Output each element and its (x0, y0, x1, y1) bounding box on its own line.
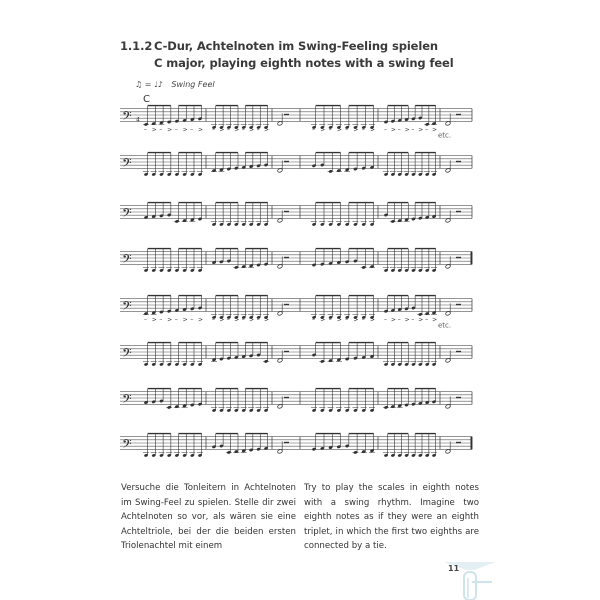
svg-text:–: – (345, 316, 349, 324)
svg-text:>: > (167, 126, 173, 134)
svg-text:>: > (198, 126, 204, 134)
svg-text:–: – (159, 126, 163, 134)
svg-text:>: > (234, 126, 240, 134)
svg-text:>: > (234, 316, 240, 324)
svg-text:–: – (144, 316, 147, 324)
svg-text:>: > (320, 126, 326, 134)
svg-text:–: – (241, 126, 245, 134)
svg-text:>: > (390, 316, 396, 324)
svg-text:–: – (411, 126, 415, 134)
svg-text:>: > (418, 126, 424, 134)
svg-text:>: > (264, 126, 270, 134)
svg-text:>: > (418, 316, 424, 324)
svg-text:>: > (198, 316, 204, 324)
half-rest (456, 161, 461, 162)
svg-text:–: – (174, 316, 178, 324)
section-number: 1.1.2 (120, 39, 153, 53)
staff (120, 249, 472, 273)
svg-text:–: – (345, 126, 349, 134)
page-number: 11 (448, 564, 460, 573)
svg-text:–: – (328, 126, 332, 134)
half-rest (284, 114, 289, 115)
svg-text:>: > (404, 316, 410, 324)
bass-clef-icon: 𝄢 (122, 298, 132, 317)
half-rest (284, 161, 289, 162)
svg-text:>: > (432, 316, 438, 324)
svg-text:>: > (336, 316, 342, 324)
staff (120, 434, 472, 458)
staff (120, 106, 472, 140)
bass-clef-icon: 𝄢 (122, 205, 132, 224)
svg-text:–: – (256, 126, 260, 134)
svg-text:–: – (256, 316, 260, 324)
svg-text:–: – (312, 126, 315, 134)
half-rest (284, 397, 289, 398)
svg-text:>: > (404, 126, 410, 134)
swing-rhythm-icon: ♫ = ♩♪ (135, 80, 163, 89)
half-rest (456, 304, 461, 305)
swing-feel-label: Swing Feel (171, 80, 215, 89)
svg-text:>: > (249, 126, 255, 134)
svg-text:–: – (144, 126, 147, 134)
svg-text:>: > (320, 316, 326, 324)
svg-text:–: – (312, 316, 315, 324)
svg-text:–: – (425, 126, 429, 134)
staff (120, 343, 472, 367)
svg-text:–: – (159, 316, 163, 324)
svg-text:>: > (370, 126, 376, 134)
text-column-english: Try to play the scales in eighth notes with a swing rhythm. Imagine two eighth notes as if they were an eighth triplet, in which the first two eighths are connected by a tie. (304, 483, 479, 552)
svg-text:–: – (226, 316, 230, 324)
svg-text:–: – (226, 126, 230, 134)
svg-text:–: – (212, 316, 215, 324)
svg-text:–: – (411, 316, 415, 324)
svg-text:>: > (370, 316, 376, 324)
svg-text:>: > (219, 316, 225, 324)
bass-clef-icon: 𝄢 (122, 436, 132, 455)
svg-text:>: > (182, 126, 188, 134)
svg-text:–: – (241, 316, 245, 324)
svg-text:>: > (219, 126, 225, 134)
time-signature: 4 (136, 116, 140, 124)
staff (120, 203, 472, 227)
svg-text:–: – (190, 316, 194, 324)
svg-text:–: – (361, 126, 365, 134)
half-rest (284, 351, 289, 352)
half-rest (284, 257, 289, 258)
half-rest (284, 304, 289, 305)
svg-text:>: > (249, 316, 255, 324)
bass-clef-icon: 𝄢 (122, 345, 132, 364)
text-column-german: Versuche die Tonleitern in Achtelnoten im Swing-Feel zu spielen. Stelle dir zwei Achtelnoten so vor, als wären sie eine Achteltriole, bei der die beiden ersten Triolenachtel mit einem (121, 483, 296, 552)
bass-clef-icon: 𝄢 (122, 251, 132, 270)
half-rest (284, 211, 289, 212)
staff (120, 153, 472, 177)
svg-text:>: > (432, 126, 438, 134)
svg-text:–: – (190, 126, 194, 134)
section-title-en: C major, playing eighth notes with a swing feel (154, 56, 454, 70)
half-rest (456, 114, 461, 115)
bass-clef-icon: 𝄢 (122, 391, 132, 410)
svg-text:>: > (167, 316, 173, 324)
bass-clef-icon: 𝄢 (122, 108, 132, 127)
section-title-de: C-Dur, Achtelnoten im Swing-Feeling spielen (154, 39, 438, 53)
etc-label: etc. (438, 321, 452, 330)
svg-text:>: > (182, 316, 188, 324)
staff (120, 296, 472, 330)
svg-text:>: > (390, 126, 396, 134)
svg-text:>: > (336, 126, 342, 134)
half-rest (456, 351, 461, 352)
svg-text:–: – (384, 316, 387, 324)
half-rest (456, 257, 461, 258)
svg-text:–: – (397, 126, 401, 134)
svg-text:–: – (397, 316, 401, 324)
half-rest (456, 442, 461, 443)
half-rest (456, 211, 461, 212)
svg-text:–: – (361, 316, 365, 324)
staff (120, 389, 472, 413)
svg-text:>: > (264, 316, 270, 324)
chord-symbol: C (143, 94, 150, 105)
svg-text:>: > (151, 316, 157, 324)
svg-text:–: – (174, 126, 178, 134)
svg-text:–: – (212, 126, 215, 134)
svg-text:>: > (353, 126, 359, 134)
half-rest (456, 397, 461, 398)
svg-text:>: > (151, 126, 157, 134)
svg-text:–: – (425, 316, 429, 324)
svg-text:>: > (353, 316, 359, 324)
svg-text:–: – (328, 316, 332, 324)
svg-text:–: – (384, 126, 387, 134)
etc-label: etc. (438, 131, 452, 140)
half-rest (284, 442, 289, 443)
bass-clef-icon: 𝄢 (122, 155, 132, 174)
